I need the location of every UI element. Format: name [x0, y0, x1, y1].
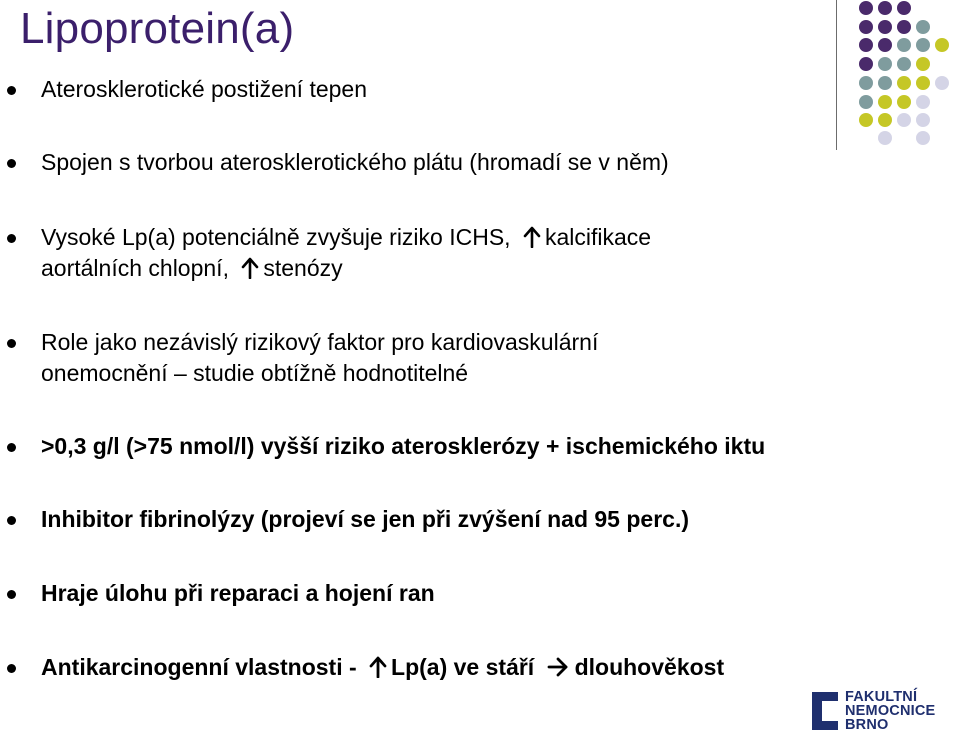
up-arrow-icon	[369, 656, 387, 678]
decor-dot	[859, 95, 873, 109]
decor-dot	[897, 1, 911, 15]
decor-dot	[859, 57, 873, 71]
decor-dot	[878, 131, 892, 145]
decor-dot	[878, 38, 892, 52]
decor-dot	[897, 95, 911, 109]
decor-dot	[897, 20, 911, 34]
bullet-text-part: stenózy	[263, 255, 343, 281]
bullet-text: Role jako nezávislý rizikový faktor pro kardiovaskulární	[41, 329, 599, 355]
bullet-dot-icon	[7, 86, 16, 95]
hospital-logo-text	[845, 690, 935, 732]
decor-dot	[878, 76, 892, 90]
decor-dot	[859, 76, 873, 90]
bullet-text-part: Antikarcinogenní vlastnosti -	[41, 654, 357, 680]
bullet-text-part: Vysoké Lp(a) potenciálně zvyšuje riziko ICHS,	[41, 224, 511, 250]
decor-dot	[916, 20, 930, 34]
bullet-dot-icon	[7, 443, 16, 452]
decor-dot	[916, 57, 930, 71]
bullet-dot-icon	[7, 234, 16, 243]
bullet-text-part: dlouhověkost	[574, 654, 725, 680]
bullet-text: >0,3 g/l (>75 nmol/l) vyšší riziko aterosklerózy + ischemického iktu	[41, 433, 766, 459]
hospital-logo-mark-icon	[812, 692, 838, 730]
logo-line: BRNO	[845, 717, 889, 733]
logo-line: NEMOCNICE	[845, 703, 936, 719]
decor-dot	[916, 131, 930, 145]
decor-dot	[878, 1, 892, 15]
decor-dot	[916, 113, 930, 127]
decor-dot	[878, 113, 892, 127]
bullet-text: onemocnění – studie obtížně hodnotitelné	[41, 360, 469, 386]
decor-dot	[916, 76, 930, 90]
bullet-text	[41, 253, 343, 284]
bullet-dot-icon	[7, 590, 16, 599]
bullet-dot-icon	[7, 159, 16, 168]
bullet-text: Hraje úlohu při reparaci a hojení ran	[41, 580, 435, 606]
up-arrow-icon	[523, 226, 541, 248]
bullet-dot-icon	[7, 516, 16, 525]
decor-dot	[935, 76, 949, 90]
logo-line: FAKULTNÍ	[845, 689, 918, 705]
bullet-dot-icon	[7, 664, 16, 673]
decor-dot	[878, 57, 892, 71]
up-arrow-icon	[241, 257, 259, 279]
decor-dot	[859, 113, 873, 127]
decor-dot	[878, 20, 892, 34]
bullet-text	[41, 222, 651, 253]
bullet-dot-icon	[7, 339, 16, 348]
decor-dot	[859, 20, 873, 34]
decorative-divider	[836, 0, 837, 150]
decor-dot	[859, 38, 873, 52]
decor-dot	[878, 95, 892, 109]
decor-dot	[897, 76, 911, 90]
hospital-logo	[812, 690, 960, 734]
decor-dot	[897, 38, 911, 52]
bullet-text: Inhibitor fibrinolýzy (projeví se jen při zvýšení nad 95 perc.)	[41, 506, 689, 532]
decor-dot	[897, 113, 911, 127]
right-arrow-icon	[547, 656, 569, 678]
slide-title: Lipoprotein(a)	[20, 4, 295, 53]
decor-dot	[916, 95, 930, 109]
bullet-text: Aterosklerotické postižení tepen	[41, 76, 368, 102]
bullet-text	[41, 652, 724, 683]
decor-dot	[935, 38, 949, 52]
bullet-text: Spojen s tvorbou aterosklerotického plátu (hromadí se v něm)	[41, 149, 669, 175]
decor-dot	[897, 57, 911, 71]
bullet-text-part: aortálních chlopní,	[41, 255, 229, 281]
decor-dot	[916, 38, 930, 52]
bullet-text-part: kalcifikace	[544, 224, 652, 250]
bullet-text-part: Lp(a) ve stáří	[391, 654, 535, 680]
decor-dot	[859, 1, 873, 15]
